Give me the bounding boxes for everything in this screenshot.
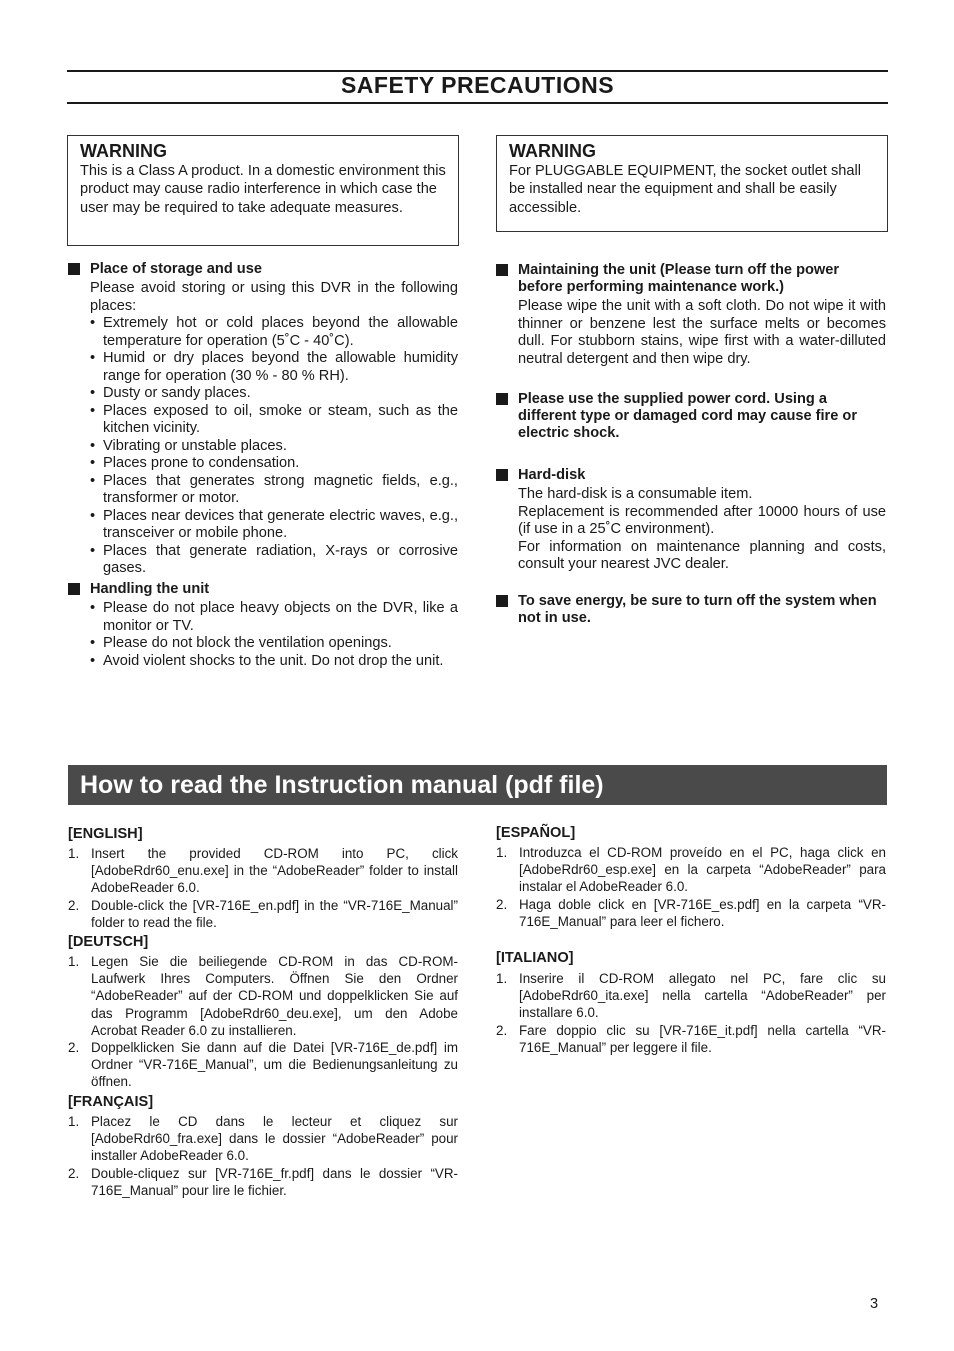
list-item: 2. Fare doppio clic su [VR-716E_it.pdf] nella cartella “VR-716E_Manual” per leggere il file.	[496, 1022, 886, 1055]
manual-section-banner	[68, 765, 887, 805]
list-item: • Dusty or sandy places.	[90, 385, 458, 403]
square-bullet-icon	[496, 469, 508, 481]
harddisk-text	[518, 486, 886, 574]
manual-section-title: How to read the Instruction manual (pdf file)	[80, 771, 604, 799]
language-heading-espanol: [ESPAÑOL]	[496, 825, 576, 841]
warning-heading: WARNING	[80, 141, 167, 161]
list-item: • Please do not place heavy objects on the DVR, like a monitor or TV.	[90, 600, 458, 635]
section-heading-harddisk: Hard-disk	[518, 467, 886, 484]
harddisk-line: For information on maintenance planning and costs, consult your nearest JVC dealer.	[518, 538, 886, 572]
list-item: 1. Legen Sie die beiliegende CD-ROM in das CD-ROM-Laufwerk Ihres Computers. Öffnen Sie den Ordner “AdobeReader” auf der CD-ROM und doppelklicken Sie auf das Programm [AdobeRdr60_deu.exe], um den Adobe Acrobat Reader 6.0 zu installieren.	[68, 954, 458, 1038]
square-bullet-icon	[68, 263, 80, 275]
list-item: • Humid or dry places beyond the allowable humidity range for operation (30 % - 80 % RH).	[90, 350, 458, 385]
espanol-steps	[496, 844, 886, 930]
handling-list	[90, 600, 458, 670]
harddisk-line: The hard-disk is a consumable item.	[518, 486, 753, 502]
list-item: • Vibrating or unstable places.	[90, 438, 458, 456]
list-item: • Avoid violent shocks to the unit. Do not drop the unit.	[90, 653, 458, 671]
warning-box-pluggable	[496, 135, 888, 232]
list-item: • Places exposed to oil, smoke or steam, such as the kitchen vicinity.	[90, 403, 458, 438]
warning-text: This is a Class A product. In a domestic environment this product may cause radio interference in which case the user may be required to take adequate measures.	[80, 163, 446, 216]
square-bullet-icon	[496, 595, 508, 607]
language-heading-italiano: [ITALIANO]	[496, 950, 574, 966]
square-bullet-icon	[68, 583, 80, 595]
warning-heading: WARNING	[509, 141, 596, 161]
section-heading-storage: Place of storage and use	[90, 261, 458, 278]
storage-list	[90, 315, 458, 578]
warning-box-class-a	[67, 135, 459, 246]
deutsch-steps	[68, 953, 458, 1091]
list-item: 1. Insert the provided CD-ROM into PC, click [AdobeRdr60_enu.exe] in the “AdobeReader” folder to install AdobeReader 6.0.	[68, 846, 458, 896]
list-item: • Places that generate radiation, X-rays or corrosive gases.	[90, 543, 458, 578]
language-heading-english: [ENGLISH]	[68, 826, 143, 842]
list-item: • Places prone to condensation.	[90, 455, 458, 473]
list-item: 1. Inserire il CD-ROM allegato nel PC, fare clic su [AdobeRdr60_ita.exe] nella cartella “AdobeReader” per installare 6.0.	[496, 971, 886, 1021]
square-bullet-icon	[496, 393, 508, 405]
square-bullet-icon	[496, 264, 508, 276]
section-heading-maintaining: Maintaining the unit (Please turn off the power before performing maintenance work.)	[518, 262, 886, 296]
list-item: • Please do not block the ventilation openings.	[90, 635, 458, 653]
italiano-steps	[496, 970, 886, 1056]
section-heading-power-cord: Please use the supplied power cord. Using a different type or damaged cord may cause fire or electric shock.	[518, 391, 886, 442]
list-item: • Places that generates strong magnetic fields, e.g., transformer or motor.	[90, 473, 458, 508]
list-item: 2. Haga doble click en [VR-716E_es.pdf] en la carpeta “VR-716E_Manual” para leer el fichero.	[496, 896, 886, 929]
english-steps	[68, 845, 458, 931]
section-heading-handling: Handling the unit	[90, 581, 458, 598]
list-item: • Places near devices that generate electric waves, e.g., transceiver or mobile phone.	[90, 508, 458, 543]
list-item: 2. Double-cliquez sur [VR-716E_fr.pdf] dans le dossier “VR-716E_Manual” pour lire le fichier.	[68, 1165, 458, 1198]
language-heading-deutsch: [DEUTSCH]	[68, 934, 149, 950]
page-number: 3	[870, 1296, 879, 1312]
list-item: 2. Double-click the [VR-716E_en.pdf] in the “VR-716E_Manual” folder to read the file.	[68, 897, 458, 930]
harddisk-line: Replacement is recommended after 10000 hours of use (if use in a 25˚C environment).	[518, 503, 886, 537]
section-heading-energy: To save energy, be sure to turn off the system when not in use.	[518, 593, 886, 627]
storage-intro: Please avoid storing or using this DVR in the following places:	[90, 280, 458, 314]
language-heading-francais: [FRANÇAIS]	[68, 1094, 154, 1110]
francais-steps	[68, 1113, 458, 1199]
page-title: SAFETY PRECAUTIONS	[340, 72, 615, 98]
list-item: 1. Placez le CD dans le lecteur et cliquez sur [AdobeRdr60_fra.exe] dans le dossier “AdobeReader” pour installer AdobeReader 6.0.	[68, 1114, 458, 1164]
header-bottom-rule	[67, 102, 888, 104]
list-item: 2. Doppelklicken Sie dann auf die Datei [VR-716E_de.pdf] im Ordner “VR-716E_Manual”, um die Bedienungsanleitung zu öffnen.	[68, 1040, 458, 1090]
maintaining-text: Please wipe the unit with a soft cloth. Do not wipe it with thinner or benzene lest the surface melts or becomes dull. For stubborn stains, wipe first with a water-dilluted neutral detergent and then wipe dry.	[518, 298, 886, 367]
list-item: 1. Introduzca el CD-ROM proveído en el PC, haga click en [AdobeRdr60_esp.exe] en la carpeta “AdobeReader” para instalar el AdobeReader 6.0.	[496, 845, 886, 895]
list-item: • Extremely hot or cold places beyond the allowable temperature for operation (5˚C - 40˚C).	[90, 315, 458, 350]
warning-text: For PLUGGABLE EQUIPMENT, the socket outlet shall be installed near the equipment and shall be easily accessible.	[509, 163, 862, 216]
